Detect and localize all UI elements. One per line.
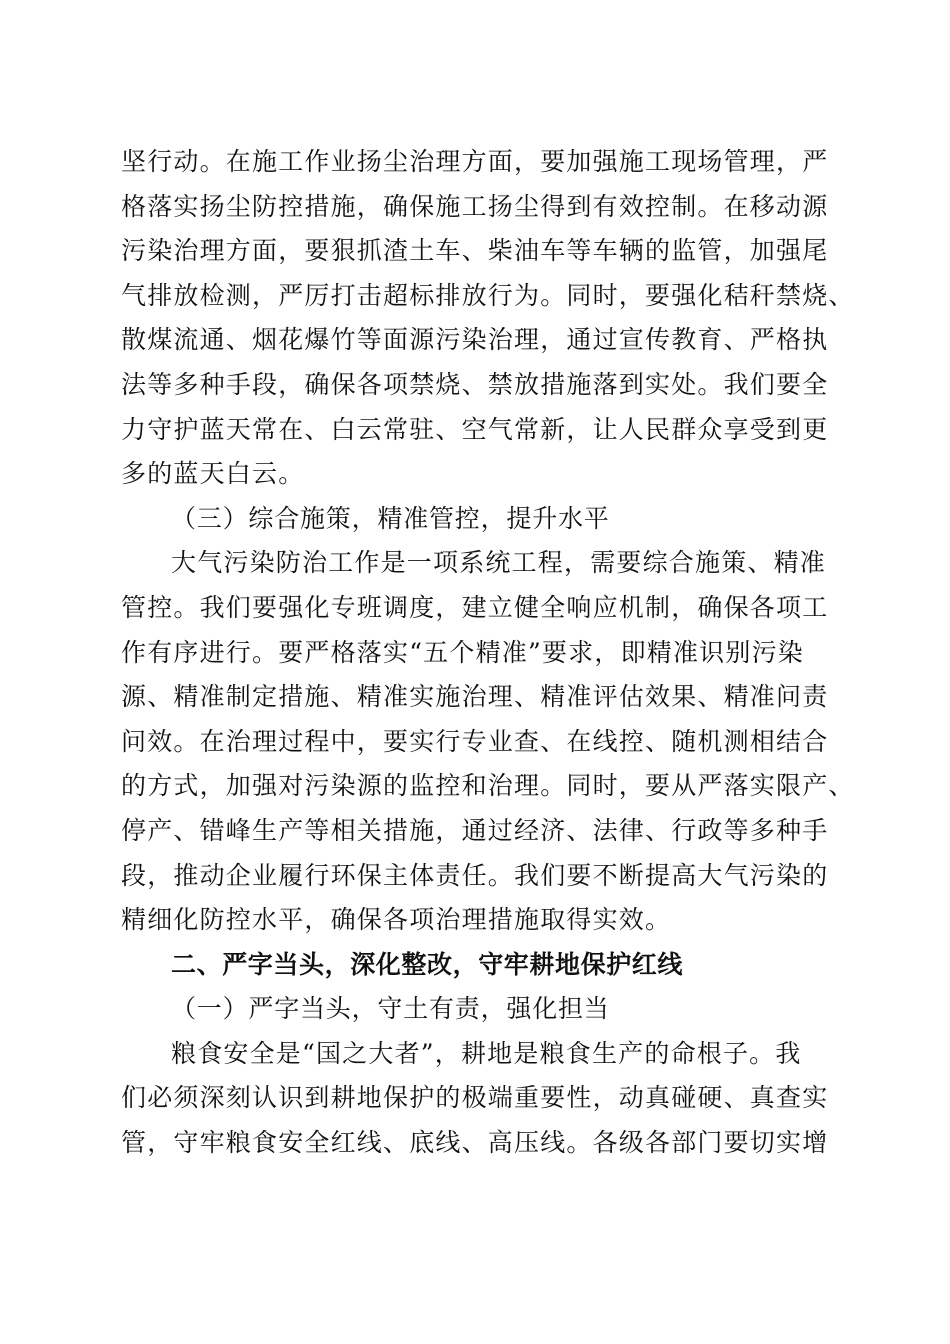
paragraph-line: 管，守牢粮食安全红线、底线、高压线。各级各部门要切实增 <box>121 1128 829 1158</box>
paragraph-line: 大气污染防治工作是一项系统工程，需要综合施策、精准 <box>171 548 827 578</box>
paragraph-line: 粮食安全是“国之大者”，耕地是粮食生产的命根子。我 <box>171 1038 802 1068</box>
paragraph-line: 法等多种手段，确保各项禁烧、禁放措施落到实处。我们要全 <box>121 369 829 399</box>
paragraph-line: 段，推动企业履行环保主体责任。我们要不断提高大气污染的 <box>121 860 829 890</box>
paragraph-line: 问效。在治理过程中，要实行专业查、在线控、随机测相结合 <box>121 726 829 756</box>
section-heading-3: （三）综合施策，精准管控，提升水平 <box>171 503 610 533</box>
subsection-heading-1: （一）严字当头，守土有责，强化担当 <box>171 994 610 1024</box>
paragraph-line: 的方式，加强对污染源的监控和治理。同时，要从严落实限产、 <box>121 771 855 801</box>
paragraph-line: 坚行动。在施工作业扬尘治理方面，要加强施工现场管理，严 <box>121 147 829 176</box>
document-body <box>121 140 855 1166</box>
section-heading-2: 二、严字当头，深化整改，守牢耕地保护红线 <box>171 949 684 979</box>
paragraph-line: 污染治理方面，要狠抓渣土车、柴油车等车辆的监管，加强尾 <box>121 236 829 266</box>
paragraph-line: 们必须深刻认识到耕地保护的极端重要性，动真碰硬、真查实 <box>121 1083 829 1113</box>
paragraph-line: 精细化防控水平，确保各项治理措施取得实效。 <box>121 905 672 935</box>
paragraph-line: 管控。我们要强化专班调度，建立健全响应机制，确保各项工 <box>121 592 829 622</box>
paragraph-line: 作有序进行。要严格落实“五个精准”要求，即精准识别污染 <box>121 637 804 667</box>
paragraph-line: 力守护蓝天常在、白云常驻、空气常新，让人民群众享受到更 <box>121 414 829 444</box>
paragraph-line: 格落实扬尘防控措施，确保施工扬尘得到有效控制。在移动源 <box>121 191 829 221</box>
paragraph-line: 停产、错峰生产等相关措施，通过经济、法律、行政等多种手 <box>121 815 829 845</box>
paragraph-line: 散煤流通、烟花爆竹等面源污染治理，通过宣传教育、严格执 <box>121 325 829 355</box>
paragraph-line: 气排放检测，严厉打击超标排放行为。同时，要强化秸秆禁烧、 <box>121 280 855 310</box>
paragraph-line: 多的蓝天白云。 <box>121 459 305 489</box>
paragraph-line: 源、精准制定措施、精准实施治理、精准评估效果、精准问责 <box>121 682 829 712</box>
